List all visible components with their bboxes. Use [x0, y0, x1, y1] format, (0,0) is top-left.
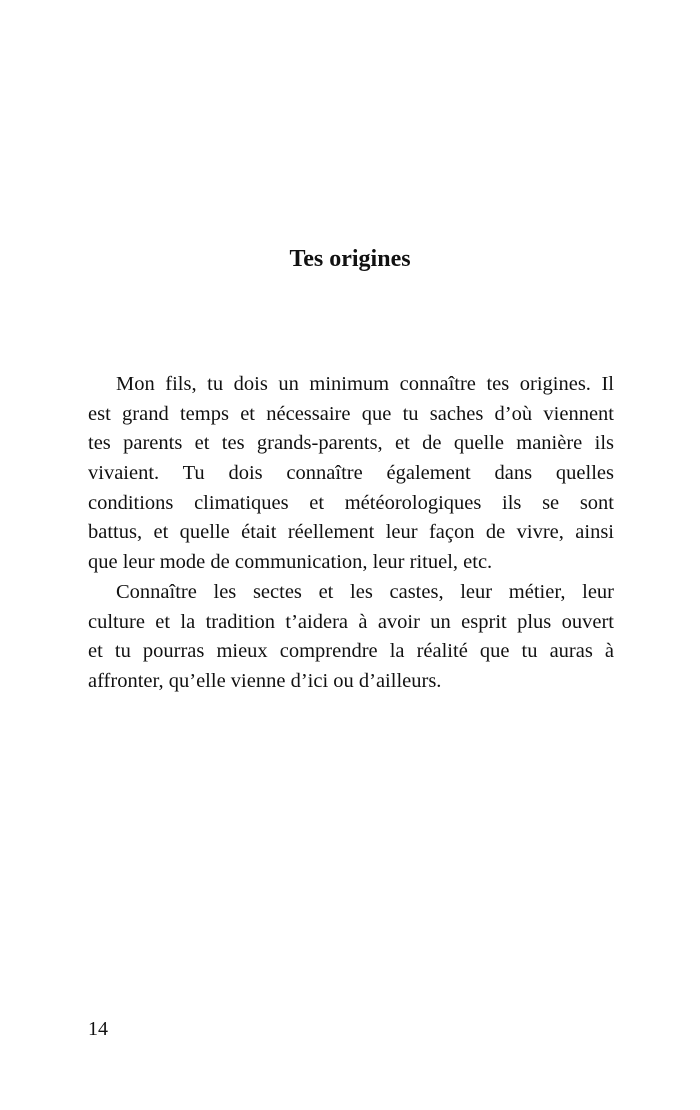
text-line: affronter, qu’elle vienne d’ici ou d’ailleurs. — [88, 669, 442, 692]
text-line: que leur mode de communication, leur rituel, etc. — [88, 551, 493, 574]
text-line: tes parents et tes grands-parents, et de quelle manière ils — [88, 432, 614, 455]
text-line: est grand temps et nécessaire que tu saches d’où viennent — [88, 402, 614, 425]
text-line: vivaient. Tu dois connaître également dans quelles — [88, 462, 614, 485]
text-line: Mon fils, tu dois un minimum connaître tes origines. Il — [116, 373, 614, 395]
chapter-body — [88, 370, 614, 697]
text-line: battus, et quelle était réellement leur façon de vivre, ainsi — [88, 521, 614, 544]
paragraph-1 — [88, 370, 614, 578]
text-line: Connaître les sectes et les castes, leur métier, leur — [116, 580, 614, 603]
text-line: culture et la tradition t’aidera à avoir un esprit plus ouvert — [88, 610, 614, 633]
page-number: 14 — [88, 1018, 108, 1040]
paragraph-2 — [88, 578, 614, 697]
chapter-title: Tes origines — [289, 246, 411, 272]
text-line: et tu pourras mieux comprendre la réalité que tu auras à — [88, 640, 614, 663]
text-line: conditions climatiques et météorologiques ils se sont — [88, 491, 614, 514]
